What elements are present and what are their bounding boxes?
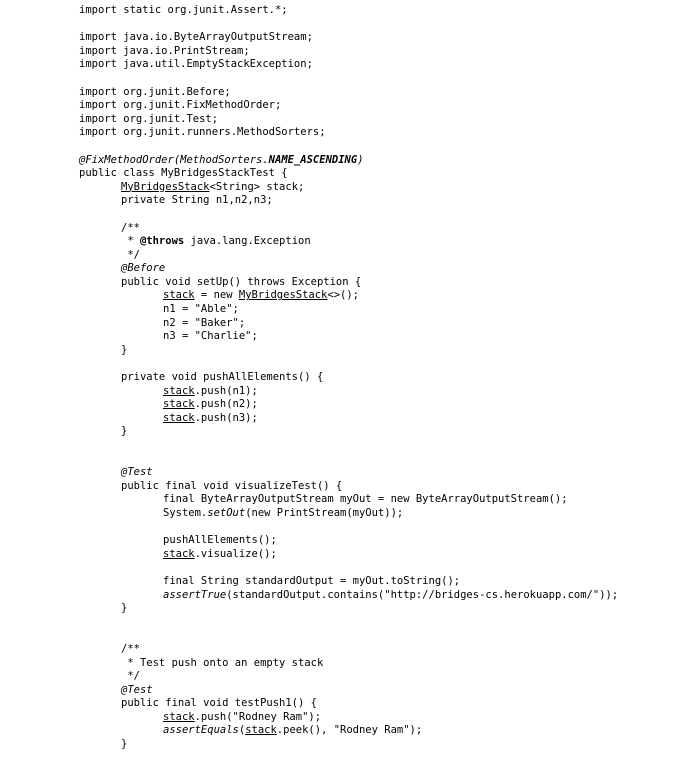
code-text: System. (163, 506, 208, 519)
push-all-declaration: private void pushAllElements() { (121, 371, 324, 384)
stack-var: stack (163, 398, 195, 411)
method-call: assertTrue (163, 588, 227, 601)
paren: ( (173, 153, 181, 166)
blank-line (79, 439, 686, 453)
stack-var: stack (163, 547, 195, 560)
code-text: = new (194, 289, 239, 302)
code-line (79, 548, 686, 562)
throws-tag: @throws (139, 235, 185, 248)
assign-line: n2 = "Baker"; (163, 316, 246, 329)
closing-brace: } (121, 738, 128, 751)
blank-line (79, 453, 686, 467)
stack-type: MyBridgesStack (121, 180, 210, 193)
code-text: <>(); (327, 289, 359, 302)
push-line (79, 412, 686, 426)
code-line: import org.junit.runners.MethodSorters; (79, 126, 326, 139)
code-text: .push(n1); (194, 384, 258, 397)
test-annotation: @Test (121, 466, 153, 479)
push-line (79, 398, 686, 412)
blank-line (79, 357, 686, 371)
code-line (79, 507, 686, 521)
paren: ( (238, 724, 246, 737)
annotation-name: @FixMethodOrder (79, 153, 174, 166)
javadoc-open: /** (121, 642, 140, 655)
method-call: assertEquals (163, 724, 239, 737)
code-line (79, 711, 686, 725)
method-call: setOut (207, 506, 246, 519)
blank-line (79, 72, 686, 86)
stack-var: stack (163, 384, 195, 397)
code-line (79, 589, 686, 603)
push-line (79, 385, 686, 399)
stack-var: stack (163, 710, 195, 723)
field-strings: private String n1,n2,n3; (121, 194, 273, 207)
sorter-constant: NAME_ASCENDING (268, 153, 358, 166)
class-declaration: public class MyBridgesStackTest { (79, 167, 288, 180)
code-line: import static org.junit.Assert.*; (79, 4, 288, 16)
field-stack (79, 181, 686, 195)
blank-line (79, 616, 686, 630)
code-line: import java.io.PrintStream; (79, 44, 250, 57)
code-line (79, 724, 686, 738)
code-text: .visualize(); (194, 547, 277, 560)
code-line: pushAllElements(); (163, 534, 277, 547)
setup-stack-line (79, 289, 686, 303)
stack-var: stack (163, 411, 195, 424)
field-rest: <String> stack; (209, 180, 305, 193)
blank-line (79, 629, 686, 643)
code-line: import org.junit.Before; (79, 85, 231, 98)
code-text: .push(n2); (194, 398, 258, 411)
blank-line (79, 521, 686, 535)
code-line: final String standardOutput = myOut.toString(); (163, 574, 461, 587)
throws-text: java.lang.Exception (184, 235, 311, 248)
stack-type: MyBridgesStack (238, 289, 328, 302)
javadoc-throws (79, 235, 686, 249)
code-line: import org.junit.FixMethodOrder; (79, 99, 282, 112)
javadoc-open: /** (121, 221, 140, 234)
test-annotation: @Test (121, 683, 153, 696)
blank-line (79, 561, 686, 575)
code-line: import java.io.ByteArrayOutputStream; (79, 31, 313, 44)
fix-method-order-annotation (79, 154, 686, 168)
blank-line (79, 18, 686, 32)
javadoc-text: * Test push onto an empty stack (121, 656, 324, 669)
code-text: .push("Rodney Ram"); (194, 710, 322, 723)
code-line: import java.util.EmptyStackException; (79, 58, 313, 71)
stack-var: stack (245, 724, 277, 737)
testpush1-declaration: public final void testPush1() { (121, 697, 317, 710)
closing-brace: } (121, 425, 128, 438)
code-listing (79, 4, 686, 752)
visualize-declaration: public final void visualizeTest() { (121, 479, 343, 492)
code-text: (standardOutput.contains("http://bridges-cs.herokuapp.com/")); (226, 588, 619, 601)
stack-var: stack (163, 289, 195, 302)
assign-line: n1 = "Able"; (163, 303, 239, 316)
closing-brace: } (121, 602, 128, 615)
closing-brace: } (121, 343, 128, 356)
blank-line (79, 208, 686, 222)
code-text: .peek(), "Rodney Ram"); (276, 724, 423, 737)
code-line: final ByteArrayOutputStream myOut = new ByteArrayOutputStream(); (163, 493, 568, 506)
code-line: import org.junit.Test; (79, 112, 219, 125)
before-annotation: @Before (121, 262, 166, 275)
code-text: .push(n3); (194, 411, 258, 424)
paren: ) (357, 153, 364, 166)
javadoc-close: */ (121, 670, 140, 683)
setup-declaration: public void setUp() throws Exception { (121, 275, 362, 288)
javadoc-close: */ (121, 248, 140, 261)
blank-line (79, 140, 686, 154)
code-text: (new PrintStream(myOut)); (245, 506, 404, 519)
assign-line: n3 = "Charlie"; (163, 330, 258, 343)
dot: . (262, 153, 269, 166)
sorters-class: MethodSorters (180, 153, 263, 166)
javadoc-star: * (121, 235, 140, 248)
